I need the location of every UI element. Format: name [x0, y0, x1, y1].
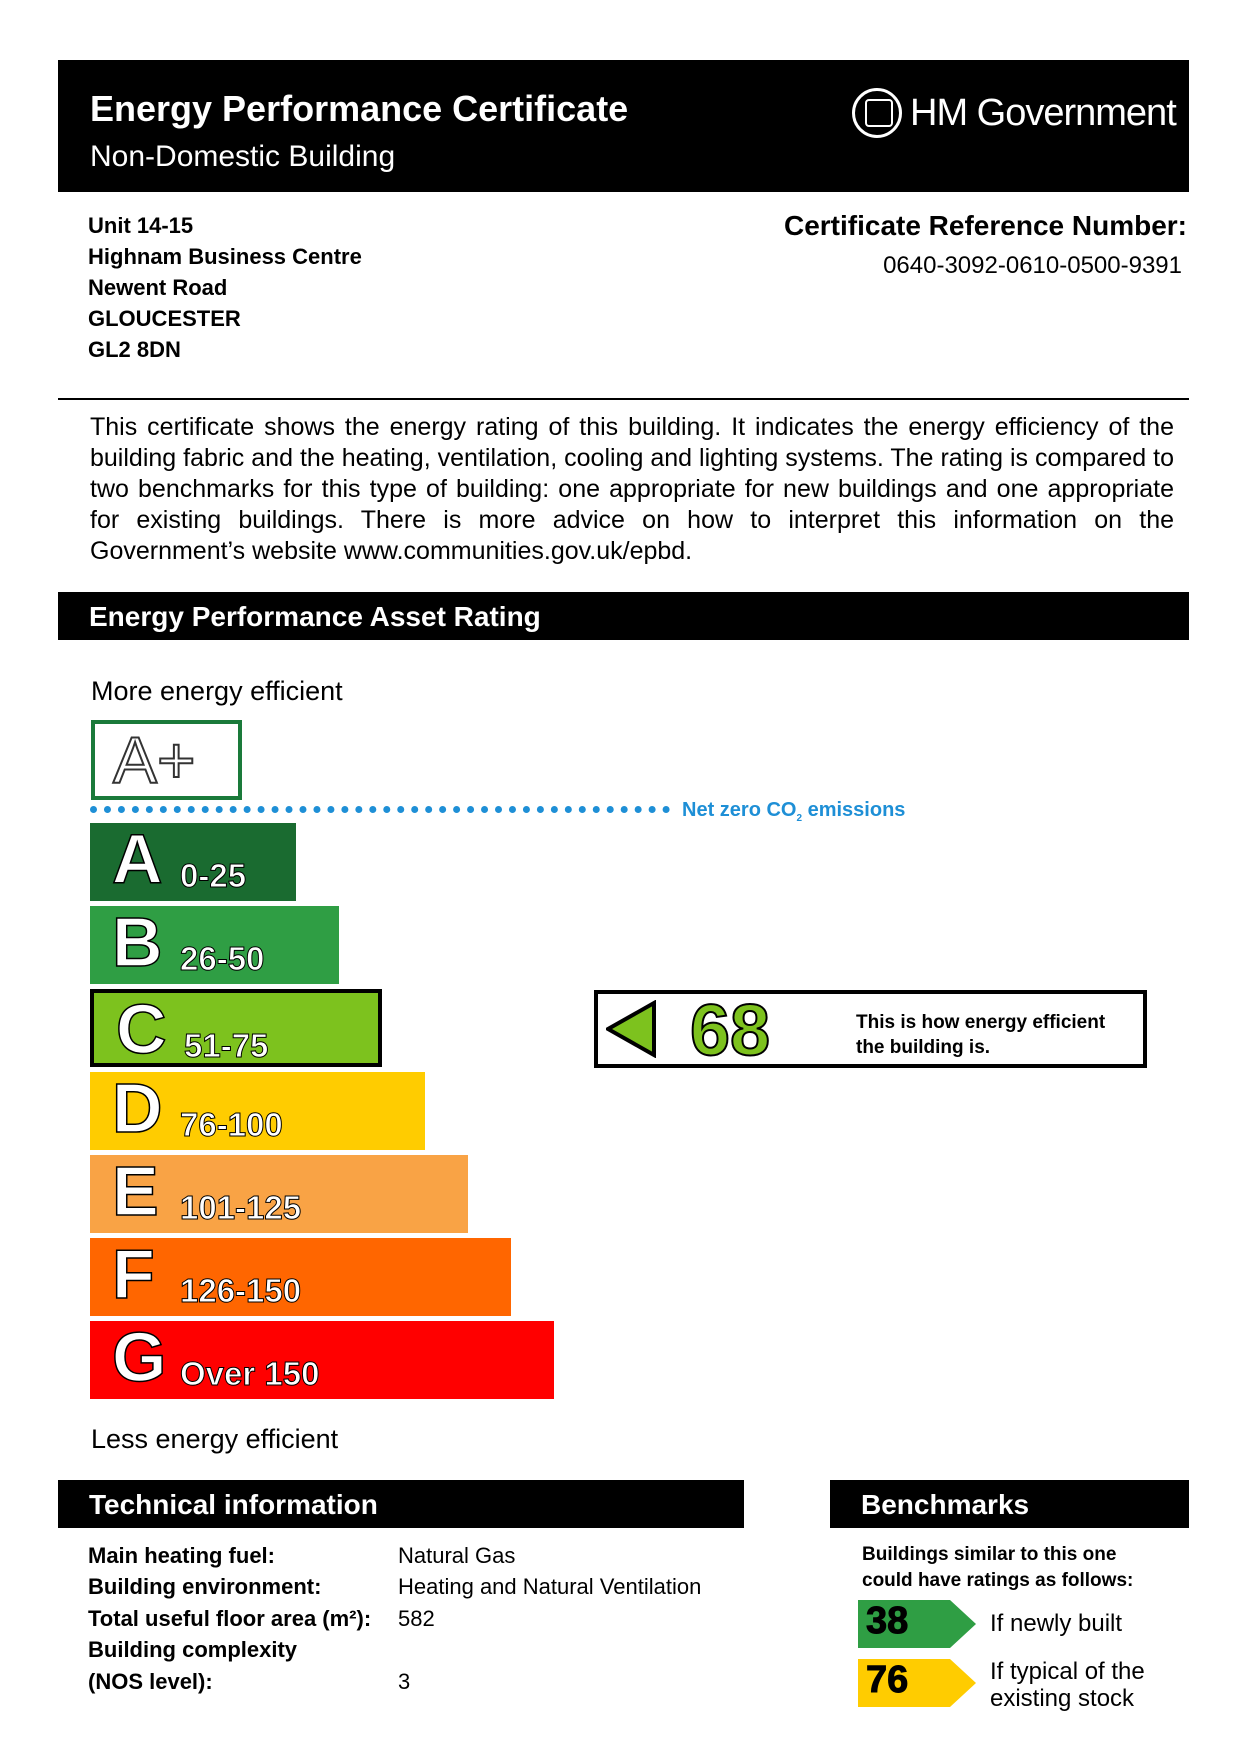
- benchmark-existing-badge: [858, 1659, 978, 1707]
- tech-value: 582: [398, 1606, 435, 1631]
- tech-label: Main heating fuel:: [88, 1543, 275, 1568]
- address-line: GLOUCESTER: [88, 306, 241, 331]
- band-letter: G: [112, 1318, 167, 1396]
- band-range: 0-25: [180, 857, 247, 894]
- band-letter: E: [112, 1152, 159, 1230]
- band-a: [90, 820, 296, 901]
- band-letter: F: [112, 1235, 155, 1313]
- benchmarks-title: Benchmarks: [861, 1489, 1030, 1520]
- band-letter: C: [116, 990, 167, 1068]
- band-e: [90, 1152, 468, 1233]
- benchmark-value: 76: [866, 1659, 909, 1701]
- asset-rating-header: [58, 592, 1189, 640]
- tech-label: Building environment:: [88, 1574, 322, 1599]
- certificate-subtitle: Non-Domestic Building: [90, 140, 396, 173]
- benchmark-value: 38: [866, 1600, 909, 1642]
- certificate-header: [58, 60, 1189, 192]
- net-zero-label: Net zero $CO_2$ emissions: [682, 799, 906, 824]
- band-range: 101-125: [180, 1189, 302, 1226]
- building-address: [88, 210, 362, 365]
- more-efficient-label: More energy efficient: [91, 676, 343, 706]
- band-letter: B: [112, 903, 163, 981]
- certificate-reference-number: 0640-3092-0610-0500-9391: [883, 252, 1182, 279]
- asset-rating-title: Energy Performance Asset Rating: [89, 601, 541, 632]
- intro-paragraph: This certificate shows the energy rating of this building. It indicates the energy efficiency of the building fabric and the heating, ventilation, cooling and lighting systems. The rating is compared to two benchmarks for this type of building: one appropriate for new buildings and one appropriate for existing buildings. There is more advice on how to interpret this information on the Government’s website www.communities.gov.uk/epbd.: [90, 413, 1174, 565]
- band-range: 51-75: [184, 1027, 269, 1064]
- pointer-arrow-icon: [606, 1000, 666, 1058]
- band-letter: D: [112, 1069, 163, 1147]
- band-f: [90, 1235, 511, 1316]
- band-range: 26-50: [180, 940, 265, 977]
- government-name: HM Government: [910, 91, 1176, 134]
- technical-info-title: Technical information: [89, 1489, 378, 1520]
- benchmark-label: If newly built: [990, 1610, 1123, 1637]
- tech-value: Heating and Natural Ventilation: [398, 1574, 702, 1599]
- net-zero-line: [90, 806, 670, 813]
- tech-value: Natural Gas: [398, 1543, 516, 1568]
- certificate-reference-label: Certificate Reference Number:: [783, 210, 1187, 241]
- band-range: 126-150: [180, 1272, 302, 1309]
- band-aplus: [91, 720, 242, 800]
- divider: [58, 398, 1189, 400]
- tech-label: Building complexity: [88, 1637, 298, 1662]
- address-line: Unit 14-15: [88, 213, 194, 238]
- band-b: [90, 903, 339, 984]
- certificate-title: Energy Performance Certificate: [90, 88, 629, 129]
- band-range: 76-100: [180, 1106, 283, 1143]
- tech-value: 3: [398, 1669, 411, 1694]
- band-letter: A: [112, 820, 163, 898]
- band-g: [90, 1318, 554, 1399]
- less-efficient-label: Less energy efficient: [91, 1424, 339, 1454]
- band-c: [90, 989, 382, 1067]
- tech-label: (NOS level):: [88, 1669, 213, 1694]
- benchmarks-header: [830, 1480, 1189, 1528]
- royal-crest-icon: [852, 88, 902, 138]
- government-logo: [852, 88, 1176, 138]
- benchmarks-intro: Buildings similar to this one could have ratings as follows:: [862, 1544, 1134, 1591]
- address-line: Newent Road: [88, 275, 228, 300]
- benchmark-label: If typical of the existing stock: [990, 1658, 1145, 1712]
- benchmark-new-badge: [858, 1600, 978, 1648]
- band-aplus-label: A+: [113, 723, 196, 797]
- rating-note: This is how energy efficient the building is.: [856, 1012, 1106, 1058]
- rating-indicator: [594, 990, 1147, 1071]
- band-d: [90, 1069, 425, 1150]
- tech-label: Total useful floor area (m²):: [88, 1606, 372, 1631]
- address-line: Highnam Business Centre: [88, 244, 362, 269]
- rating-score: 68: [690, 991, 771, 1071]
- band-range: Over 150: [180, 1355, 320, 1392]
- technical-info-header: [58, 1480, 744, 1528]
- address-postcode: GL2 8DN: [88, 337, 181, 362]
